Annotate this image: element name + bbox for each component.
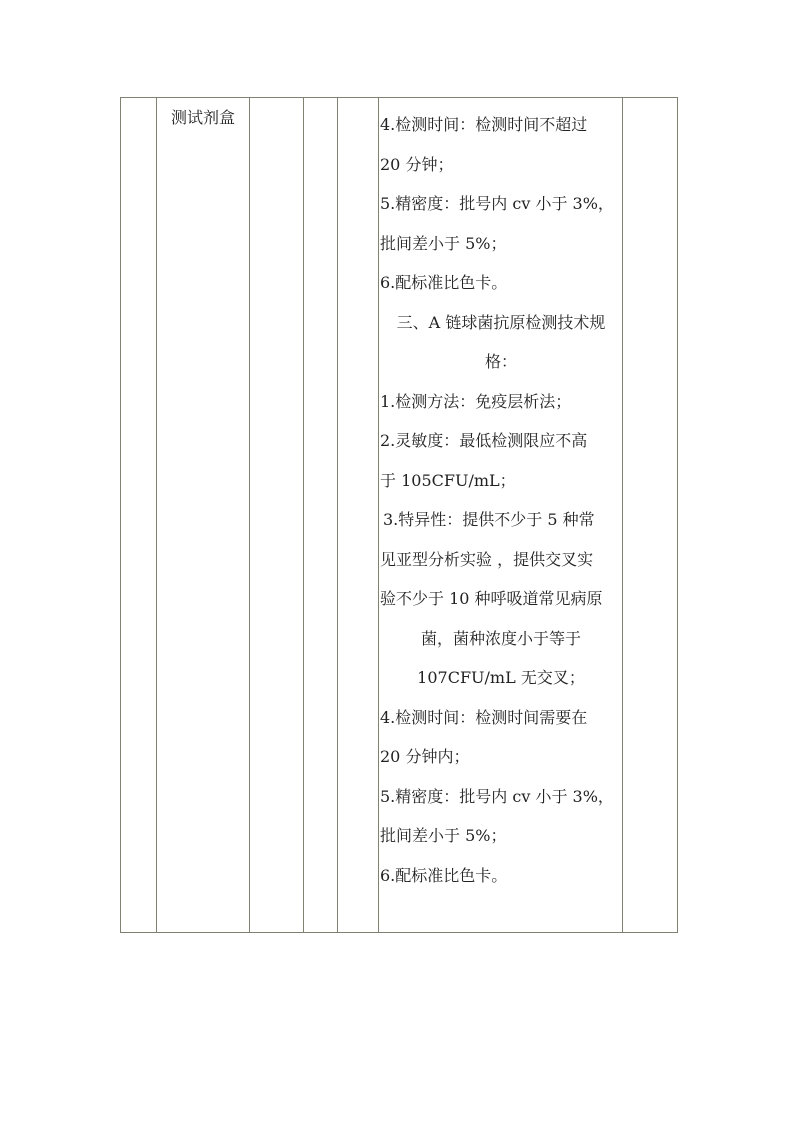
- table-row: [121, 98, 678, 933]
- spec-line: 见亚型分析实验 ，提供交叉实: [380, 549, 594, 569]
- spec-line: 于 105CFU/mL；: [380, 470, 516, 490]
- spec-line: 格：: [484, 352, 517, 371]
- spec-lines: [379, 98, 622, 895]
- spec-line: 批间差小于 5%；: [380, 826, 507, 845]
- quantity-cell: [304, 98, 338, 933]
- spec-line: 验不少于 10 种呼吸道常见病原: [380, 589, 603, 608]
- spec-cell: [379, 98, 623, 933]
- spec-line: 3.特异性：提供不少于 5 种常: [383, 510, 595, 529]
- spec-line: 6.配标准比色卡。: [380, 273, 508, 292]
- remarks-cell: [623, 98, 678, 933]
- item-name-cell: [157, 98, 250, 933]
- spec-line: 20 分钟；: [380, 154, 454, 174]
- spec-line: 菌，菌种浓度小于等于: [420, 628, 581, 648]
- item-name: 测试剂盒: [170, 108, 235, 127]
- spec-line: 4.检测时间：检测时间不超过: [380, 115, 588, 134]
- spec-table: [120, 97, 678, 933]
- spec-line: 6.配标准比色卡。: [380, 865, 508, 885]
- spec-line: 批间差小于 5%；: [380, 233, 507, 253]
- spec-line: 5.精密度：批号内 cv 小于 3%，: [380, 786, 614, 806]
- spec-line: 2.灵敏度：最低检测限应不高: [380, 431, 588, 450]
- spec-line: 1.检测方法：免疫层析法；: [380, 391, 572, 411]
- spec-line: 5.精密度：批号内 cv 小于 3%，: [380, 194, 614, 213]
- spec-line: 20 分钟内；: [380, 747, 470, 766]
- index-cell: [121, 98, 157, 933]
- spec-line: 4.检测时间：检测时间需要在: [380, 707, 588, 727]
- unit-cell: [250, 98, 304, 933]
- spec-line: 三、A 链球菌抗原检测技术规: [396, 312, 606, 332]
- extra-cell: [338, 98, 379, 933]
- spec-line: 107CFU/mL 无交叉；: [417, 668, 585, 687]
